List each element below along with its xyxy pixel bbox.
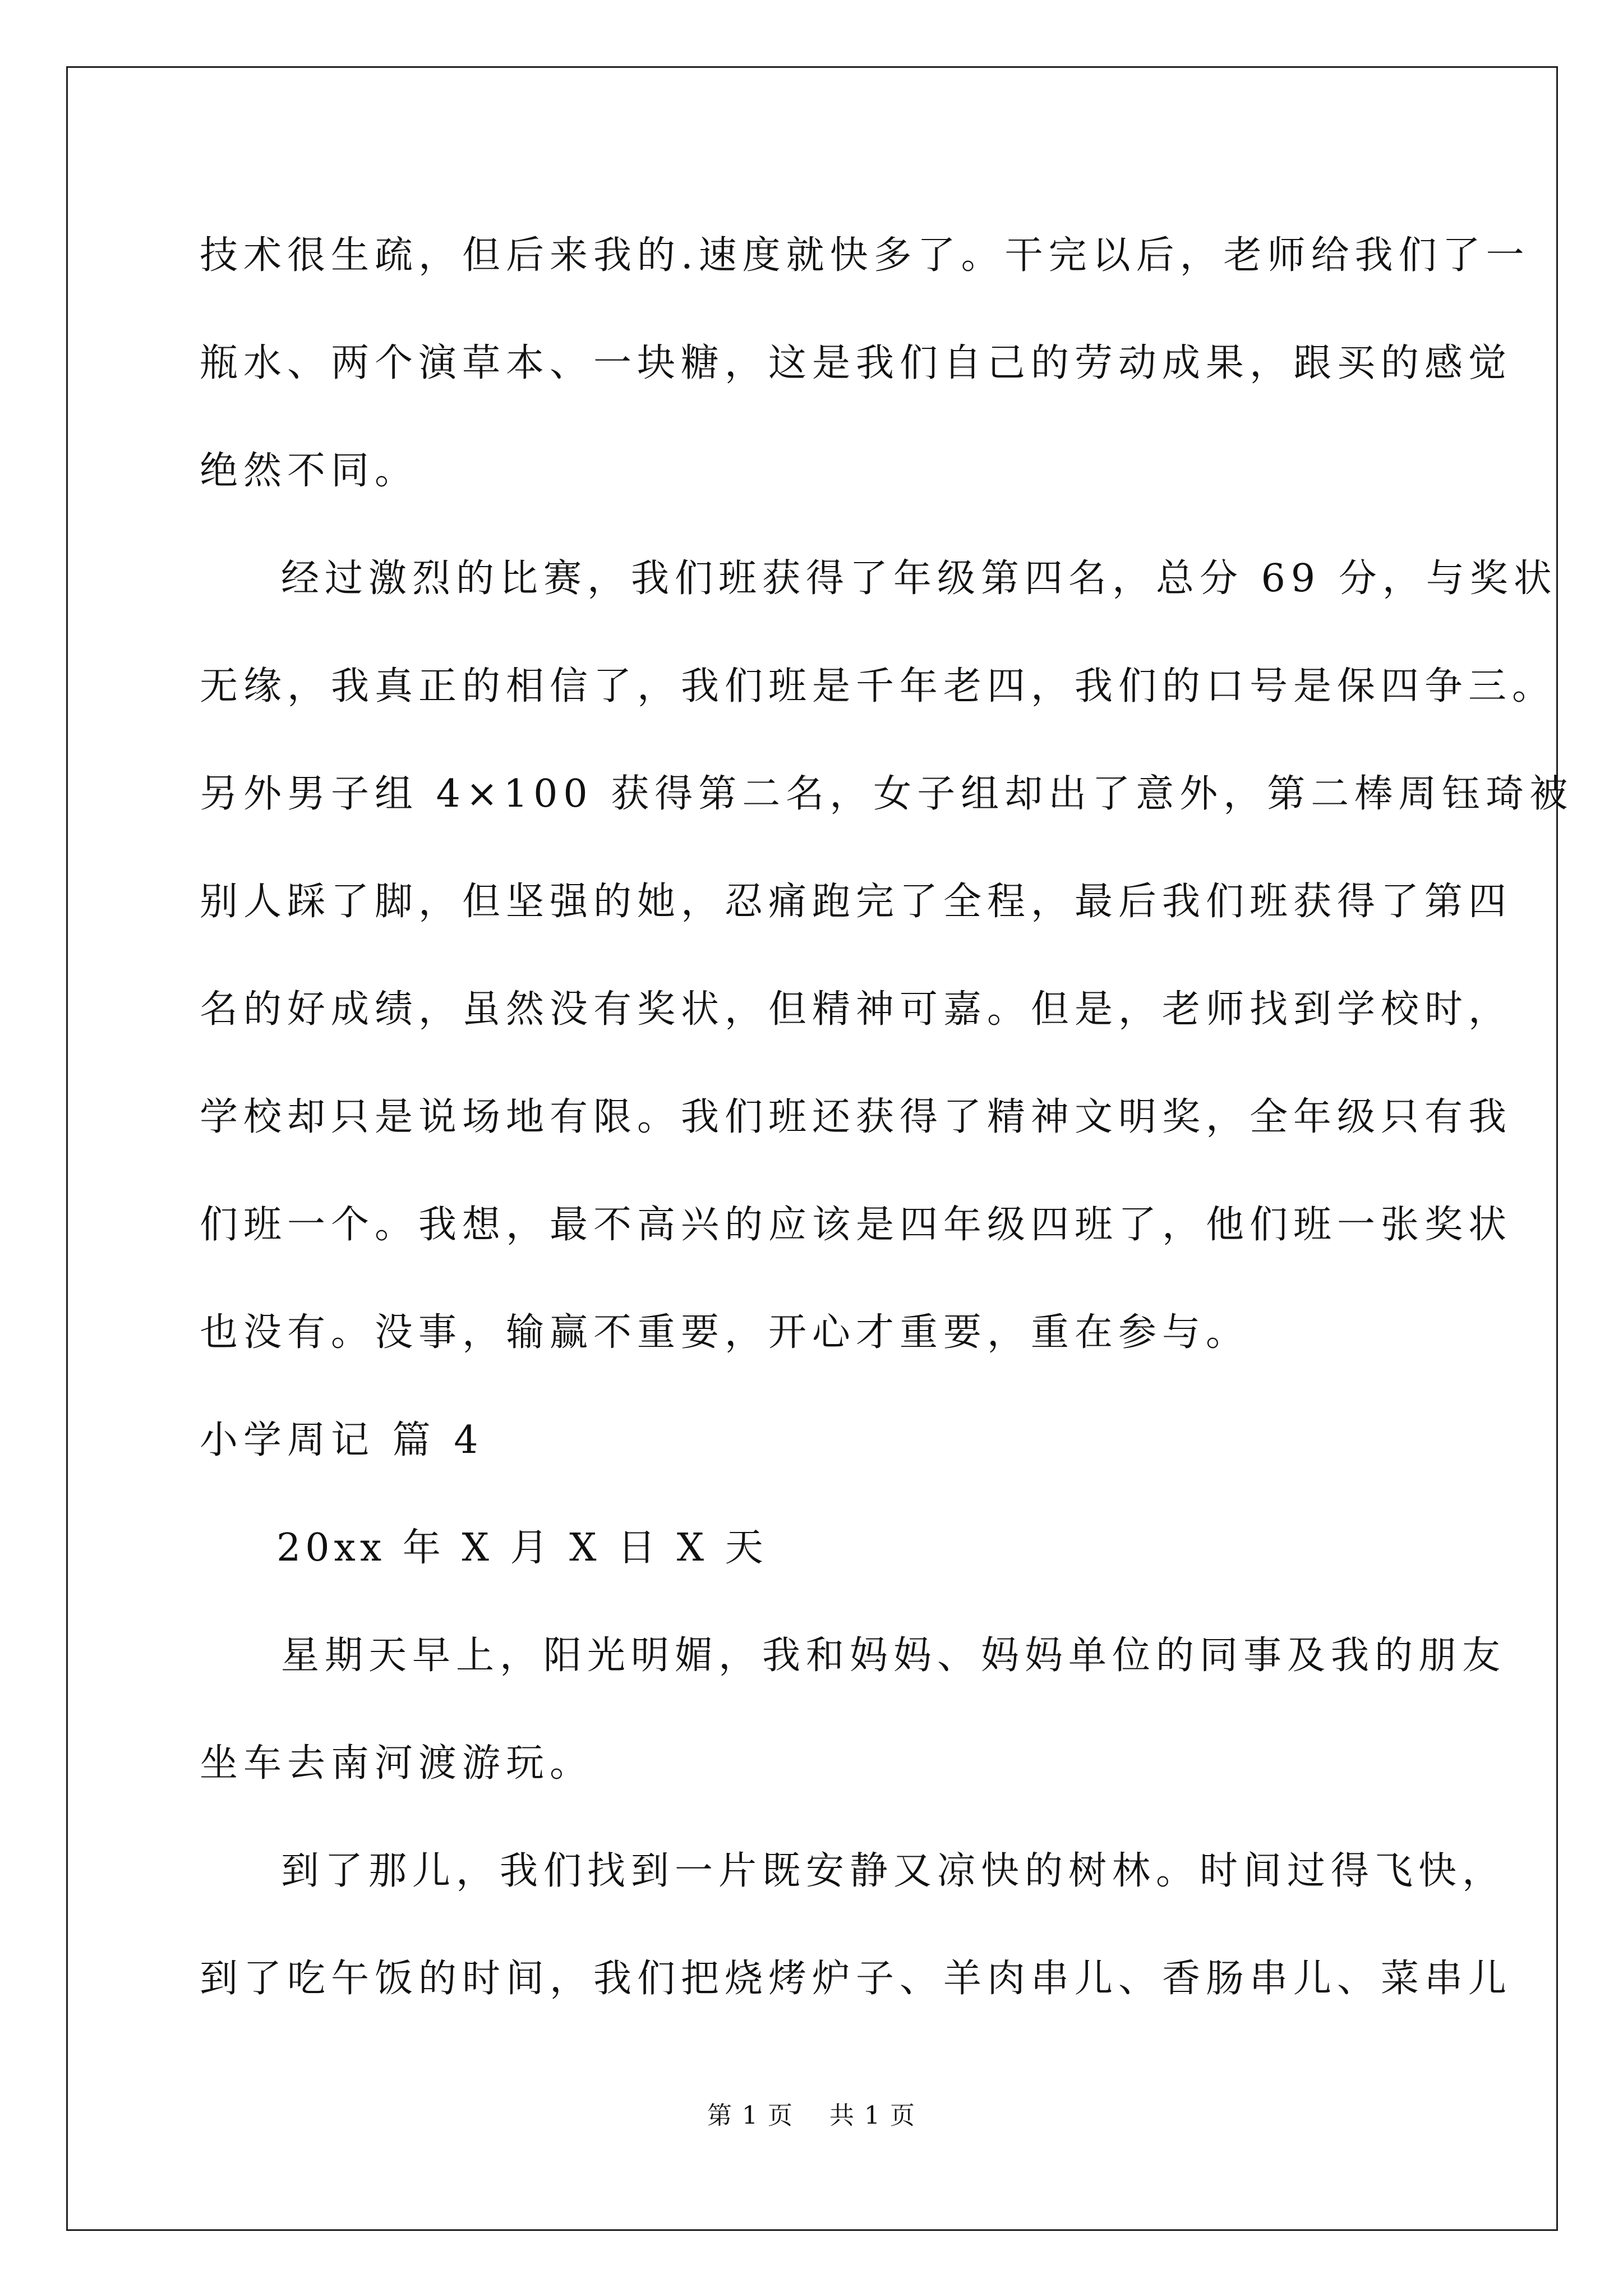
- text-line: 坐车去南河渡游玩。: [200, 1741, 594, 1786]
- text-line: 星期天早上，阳光明媚，我和妈妈、妈妈单位的同事及我的朋友: [281, 1634, 1506, 1678]
- paragraph-1: [200, 202, 1530, 525]
- text-line: 学校却只是说场地有限。我们班还获得了精神文明奖，全年级只有我: [200, 1095, 1513, 1139]
- page-number: 第 1 页: [707, 2101, 794, 2130]
- text-line: 到了吃午饭的时间，我们把烧烤炉子、羊肉串儿、香肠串儿、菜串儿: [200, 1957, 1513, 2001]
- paragraph-4: [200, 1818, 1513, 2033]
- text-line: 也没有。没事，输赢不重要，开心才重要，重在参与。: [200, 1310, 1250, 1355]
- text-line: 名的好成绩，虽然没有奖状，但精神可嘉。但是，老师找到学校时，: [200, 987, 1513, 1032]
- text-line: 经过激烈的比赛，我们班获得了年级第四名，总分 69 分，与奖状: [281, 556, 1557, 601]
- text-line: 瓶水、两个演草本、一块糖，这是我们自己的劳动成果，跟买的感觉: [200, 341, 1513, 385]
- paragraph-3: [200, 1602, 1506, 1818]
- text-line: 无缘，我真正的相信了，我们班是千年老四，我们的口号是保四争三。: [200, 664, 1556, 708]
- text-line: 别人踩了脚，但坚强的她，忍痛跑完了全程，最后我们班获得了第四: [200, 880, 1513, 924]
- section-heading: 小学周记 篇 4: [200, 1418, 484, 1462]
- text-line: 技术很生疏，但后来我的.速度就快多了。干完以后，老师给我们了一: [200, 233, 1530, 278]
- text-line: 绝然不同。: [200, 449, 419, 493]
- text-line: 另外男子组 4×100 获得第二名，女子组却出了意外，第二棒周钰琦被: [200, 772, 1574, 816]
- date-line: 20xx 年 X 月 X 日 X 天: [276, 1526, 768, 1570]
- document-body: [200, 202, 1574, 2033]
- page-footer: [0, 2095, 1623, 2131]
- text-line: 到了那儿，我们找到一片既安静又凉快的树林。时间过得飞快，: [281, 1849, 1506, 1893]
- text-line: 们班一个。我想，最不高兴的应该是四年级四班了，他们班一张奖状: [200, 1203, 1513, 1247]
- paragraph-2: [200, 525, 1574, 1387]
- total-pages: 共 1 页: [829, 2101, 916, 2130]
